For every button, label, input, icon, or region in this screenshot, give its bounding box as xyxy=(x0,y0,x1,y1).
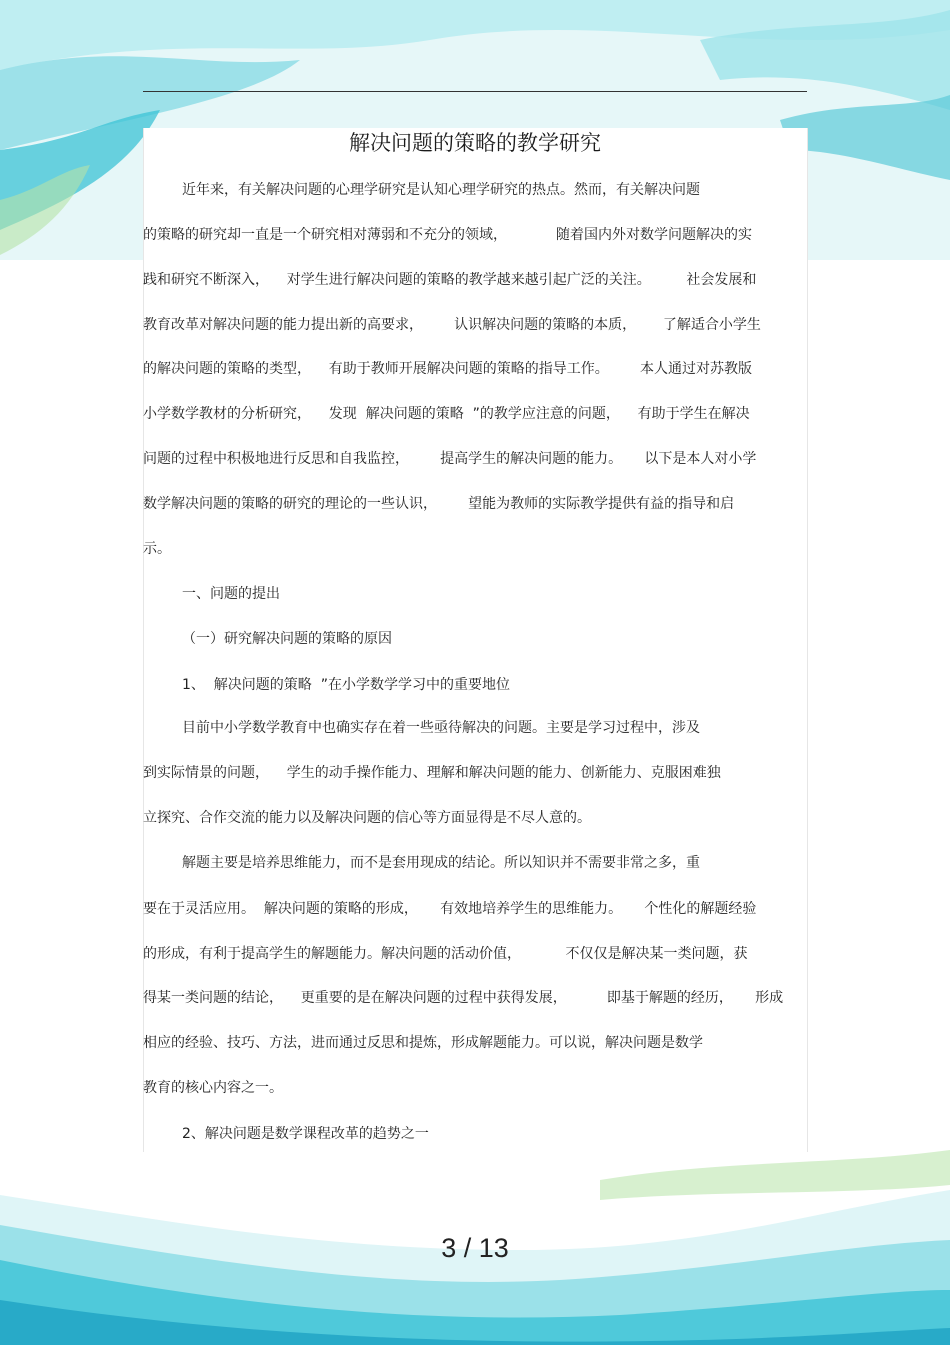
paragraph-line: 要在于灵活应用。 解决问题的策略的形成， 有效地培养学生的思维能力。 个性化的解题经验 xyxy=(143,901,757,917)
paragraph-line: 教育的核心内容之一。 xyxy=(143,1080,283,1096)
paragraph-line: 到实际情景的问题， 学生的动手操作能力、理解和解决问题的能力、创新能力、克服困难独 xyxy=(143,765,721,781)
paragraph-line: 数学解决问题的策略的研究的理论的一些认识， 望能为教师的实际教学提供有益的指导和启 xyxy=(143,496,735,512)
paragraph-line: 示。 xyxy=(143,541,171,557)
document-title: 解决问题的策略的教学研究 xyxy=(349,131,601,155)
paragraph-line: 的策略的研究却一直是一个研究相对薄弱和不充分的领域， 随着国内外对数学问题解决的实 xyxy=(143,227,752,243)
paragraph-line: 得某一类问题的结论， 更重要的是在解决问题的过程中获得发展， 即基于解题的经历， 形成 xyxy=(143,990,784,1006)
paragraph-line: 问题的过程中积极地进行反思和自我监控， 提高学生的解决问题的能力。 以下是本人对小学 xyxy=(143,451,757,467)
paragraph-line: 解题主要是培养思维能力，而不是套用现成的结论。所以知识并不需要非常之多，重 xyxy=(182,855,700,871)
header-rule xyxy=(143,91,807,92)
subsection-heading: （一）研究解决问题的策略的原因 xyxy=(182,631,392,647)
page-number: 3 / 13 xyxy=(441,1233,509,1263)
paragraph-line: 的形成，有利于提高学生的解题能力。解决问题的活动价值， 不仅仅是解决某一类问题，获 xyxy=(143,946,748,962)
numbered-heading: 1、 解决问题的策略 ”在小学数学学习中的重要地位 xyxy=(182,677,510,693)
paragraph-line: 的解决问题的策略的类型， 有助于教师开展解决问题的策略的指导工作。 本人通过对苏教版 xyxy=(143,361,752,377)
paragraph-line: 目前中小学数学教育中也确实存在着一些亟待解决的问题。主要是学习过程中，涉及 xyxy=(182,720,700,736)
paragraph-line: 小学数学教材的分析研究， 发现 解决问题的策略 ”的教学应注意的问题， 有助于学生在解决 xyxy=(143,406,750,422)
paragraph-line: 教育改革对解决问题的能力提出新的高要求， 认识解决问题的策略的本质， 了解适合小学生 xyxy=(143,317,761,333)
numbered-heading: 2、解决问题是数学课程改革的趋势之一 xyxy=(182,1126,429,1142)
paragraph-line: 相应的经验、技巧、方法，进而通过反思和提炼，形成解题能力。可以说，解决问题是数学 xyxy=(143,1035,703,1051)
paragraph-line: 践和研究不断深入， 对学生进行解决问题的策略的教学越来越引起广泛的关注。 社会发展和 xyxy=(143,272,757,288)
section-heading: 一、问题的提出 xyxy=(182,586,280,602)
paragraph-line: 立探究、合作交流的能力以及解决问题的信心等方面显得是不尽人意的。 xyxy=(143,810,591,826)
paragraph-line: 近年来，有关解决问题的心理学研究是认知心理学研究的热点。然而，有关解决问题 xyxy=(182,182,700,198)
